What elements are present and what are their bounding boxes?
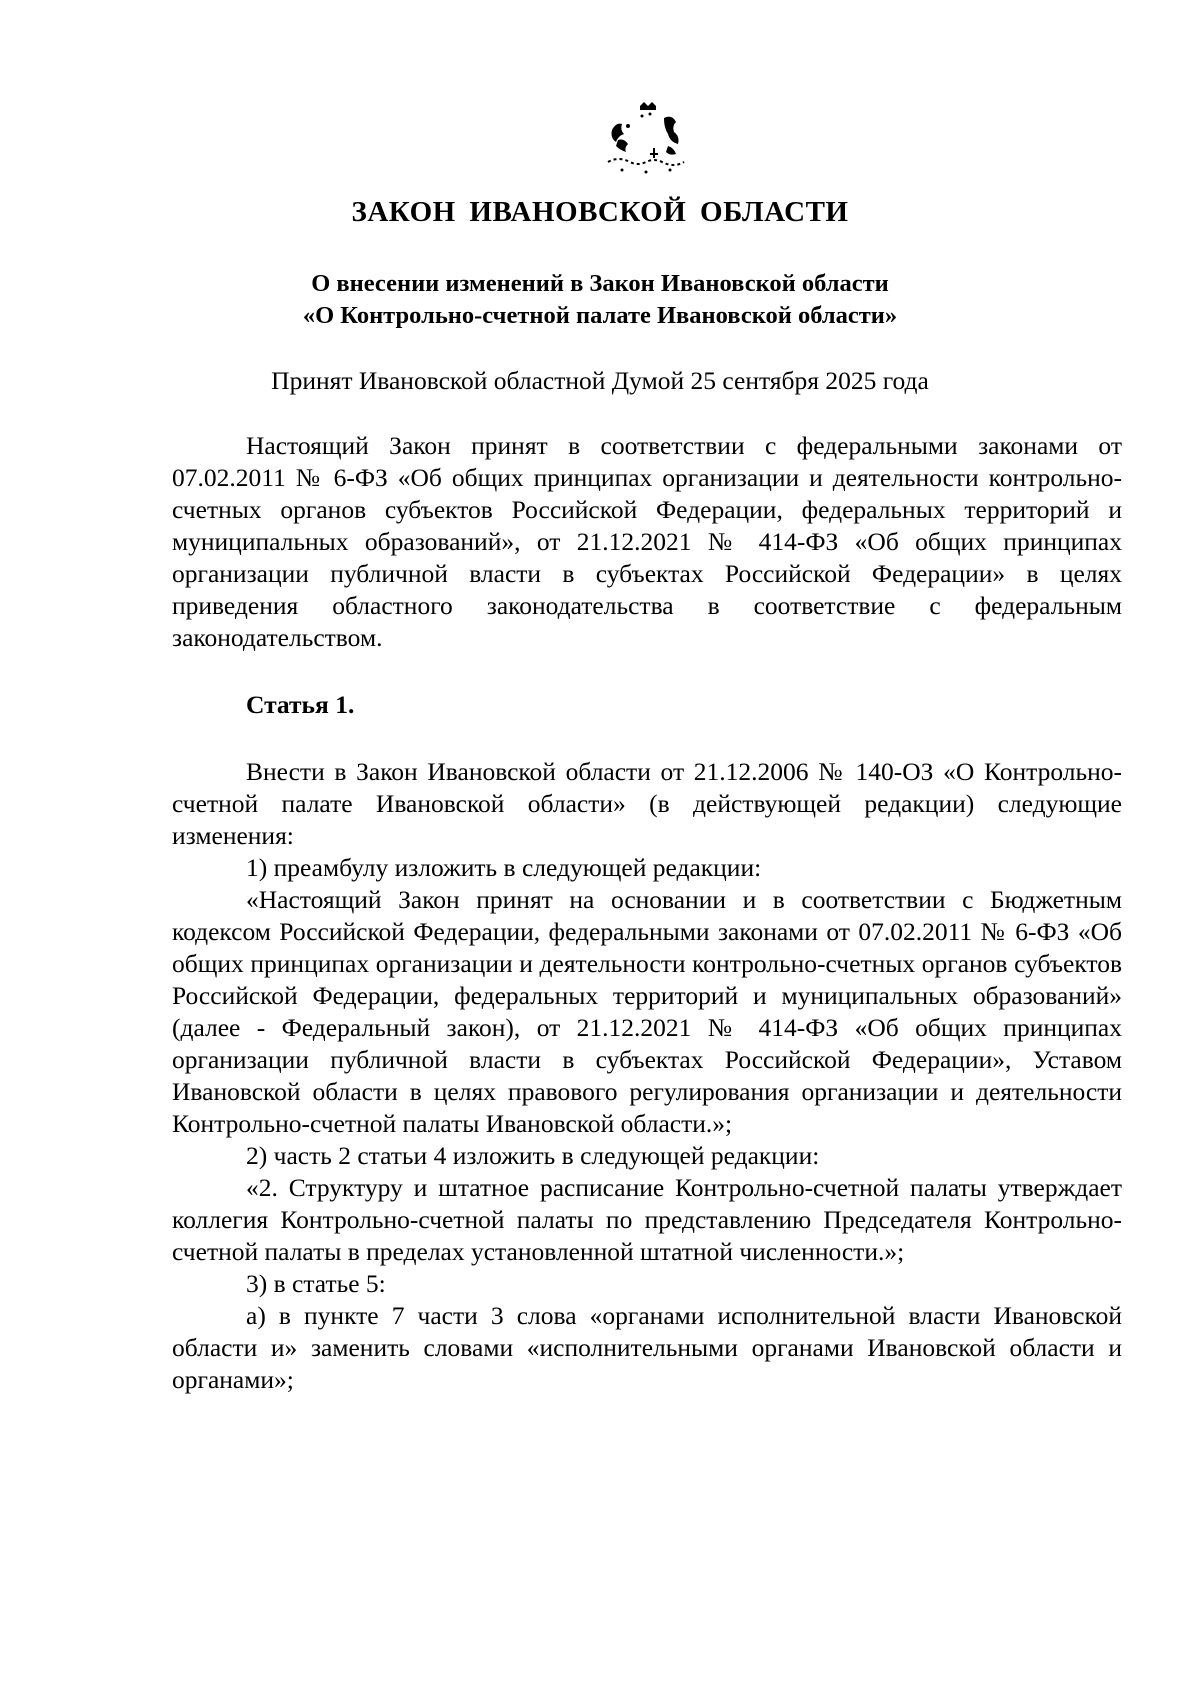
article-paragraph: 1) преамбулу изложить в следующей редакции:: [246, 853, 762, 882]
subtitle-line-1: О внесении изменений в Закон Ивановской области: [311, 270, 889, 297]
subtitle-line-2: «О Контрольно-счетной палате Ивановской области»: [302, 302, 898, 329]
article-1-body: [172, 756, 1122, 1396]
article-paragraph: «Настоящий Закон принят на основании и в соответствии с Бюджетным кодексом Российской Федерации, федеральными законами от 07.02.2011 № 6-ФЗ «Об общих принципах организации и деятельности контрольно-счетных органов субъектов Российской Федерации, федеральных территорий и муниципальных образований» (далее - Федеральный закон), от 21.12.2021 № 414-ФЗ «Об общих принципах организации публичной власти в субъектах Российской Федерации», Уставом Ивановской области в целях правового регулирования организации и деятельности Контрольно-счетной палаты Ивановской области.»;: [172, 885, 1122, 1138]
law-subtitle: [0, 268, 1200, 332]
article-paragraph: 2) часть 2 статьи 4 изложить в следующей редакции:: [246, 1141, 820, 1170]
coat-of-arms-icon: [598, 100, 694, 178]
law-title: ЗАКОН ИВАНОВСКОЙ ОБЛАСТИ: [351, 196, 849, 228]
article-paragraph: а) в пункте 7 части 3 слова «органами исполнительной власти Ивановской области и» заменить словами «исполнительными органами Ивановской области и органами»;: [172, 1301, 1122, 1394]
preamble-section: [172, 430, 1122, 654]
article-paragraph: «2. Структуру и штатное расписание Контрольно-счетной палаты утверждает коллегия Контрольно-счетной палаты по представлению Председателя Контрольно-счетной палаты в пределах установленной штатной численности.»;: [172, 1173, 1122, 1266]
article-paragraph: Внести в Закон Ивановской области от 21.12.2006 № 140-ОЗ «О Контрольно-счетной палате Ивановской области» (в действующей редакции) следующие изменения:: [172, 757, 1122, 850]
article-1-heading: Статья 1.: [246, 690, 355, 719]
article-paragraph: 3) в статье 5:: [246, 1269, 386, 1298]
adoption-line: Принят Ивановской областной Думой 25 сентября 2025 года: [271, 366, 929, 395]
preamble-paragraph: Настоящий Закон принят в соответствии с федеральными законами от 07.02.2011 № 6-ФЗ «Об общих принципах организации и деятельности контрольно-счетных органов субъектов Российской Федерации, федеральных территорий и муниципальных образований», от 21.12.2021 № 414-ФЗ «Об общих принципах организации публичной власти в субъектах Российской Федерации» в целях приведения областного законодательства в соответствие с федеральным законодательством.: [172, 431, 1122, 652]
